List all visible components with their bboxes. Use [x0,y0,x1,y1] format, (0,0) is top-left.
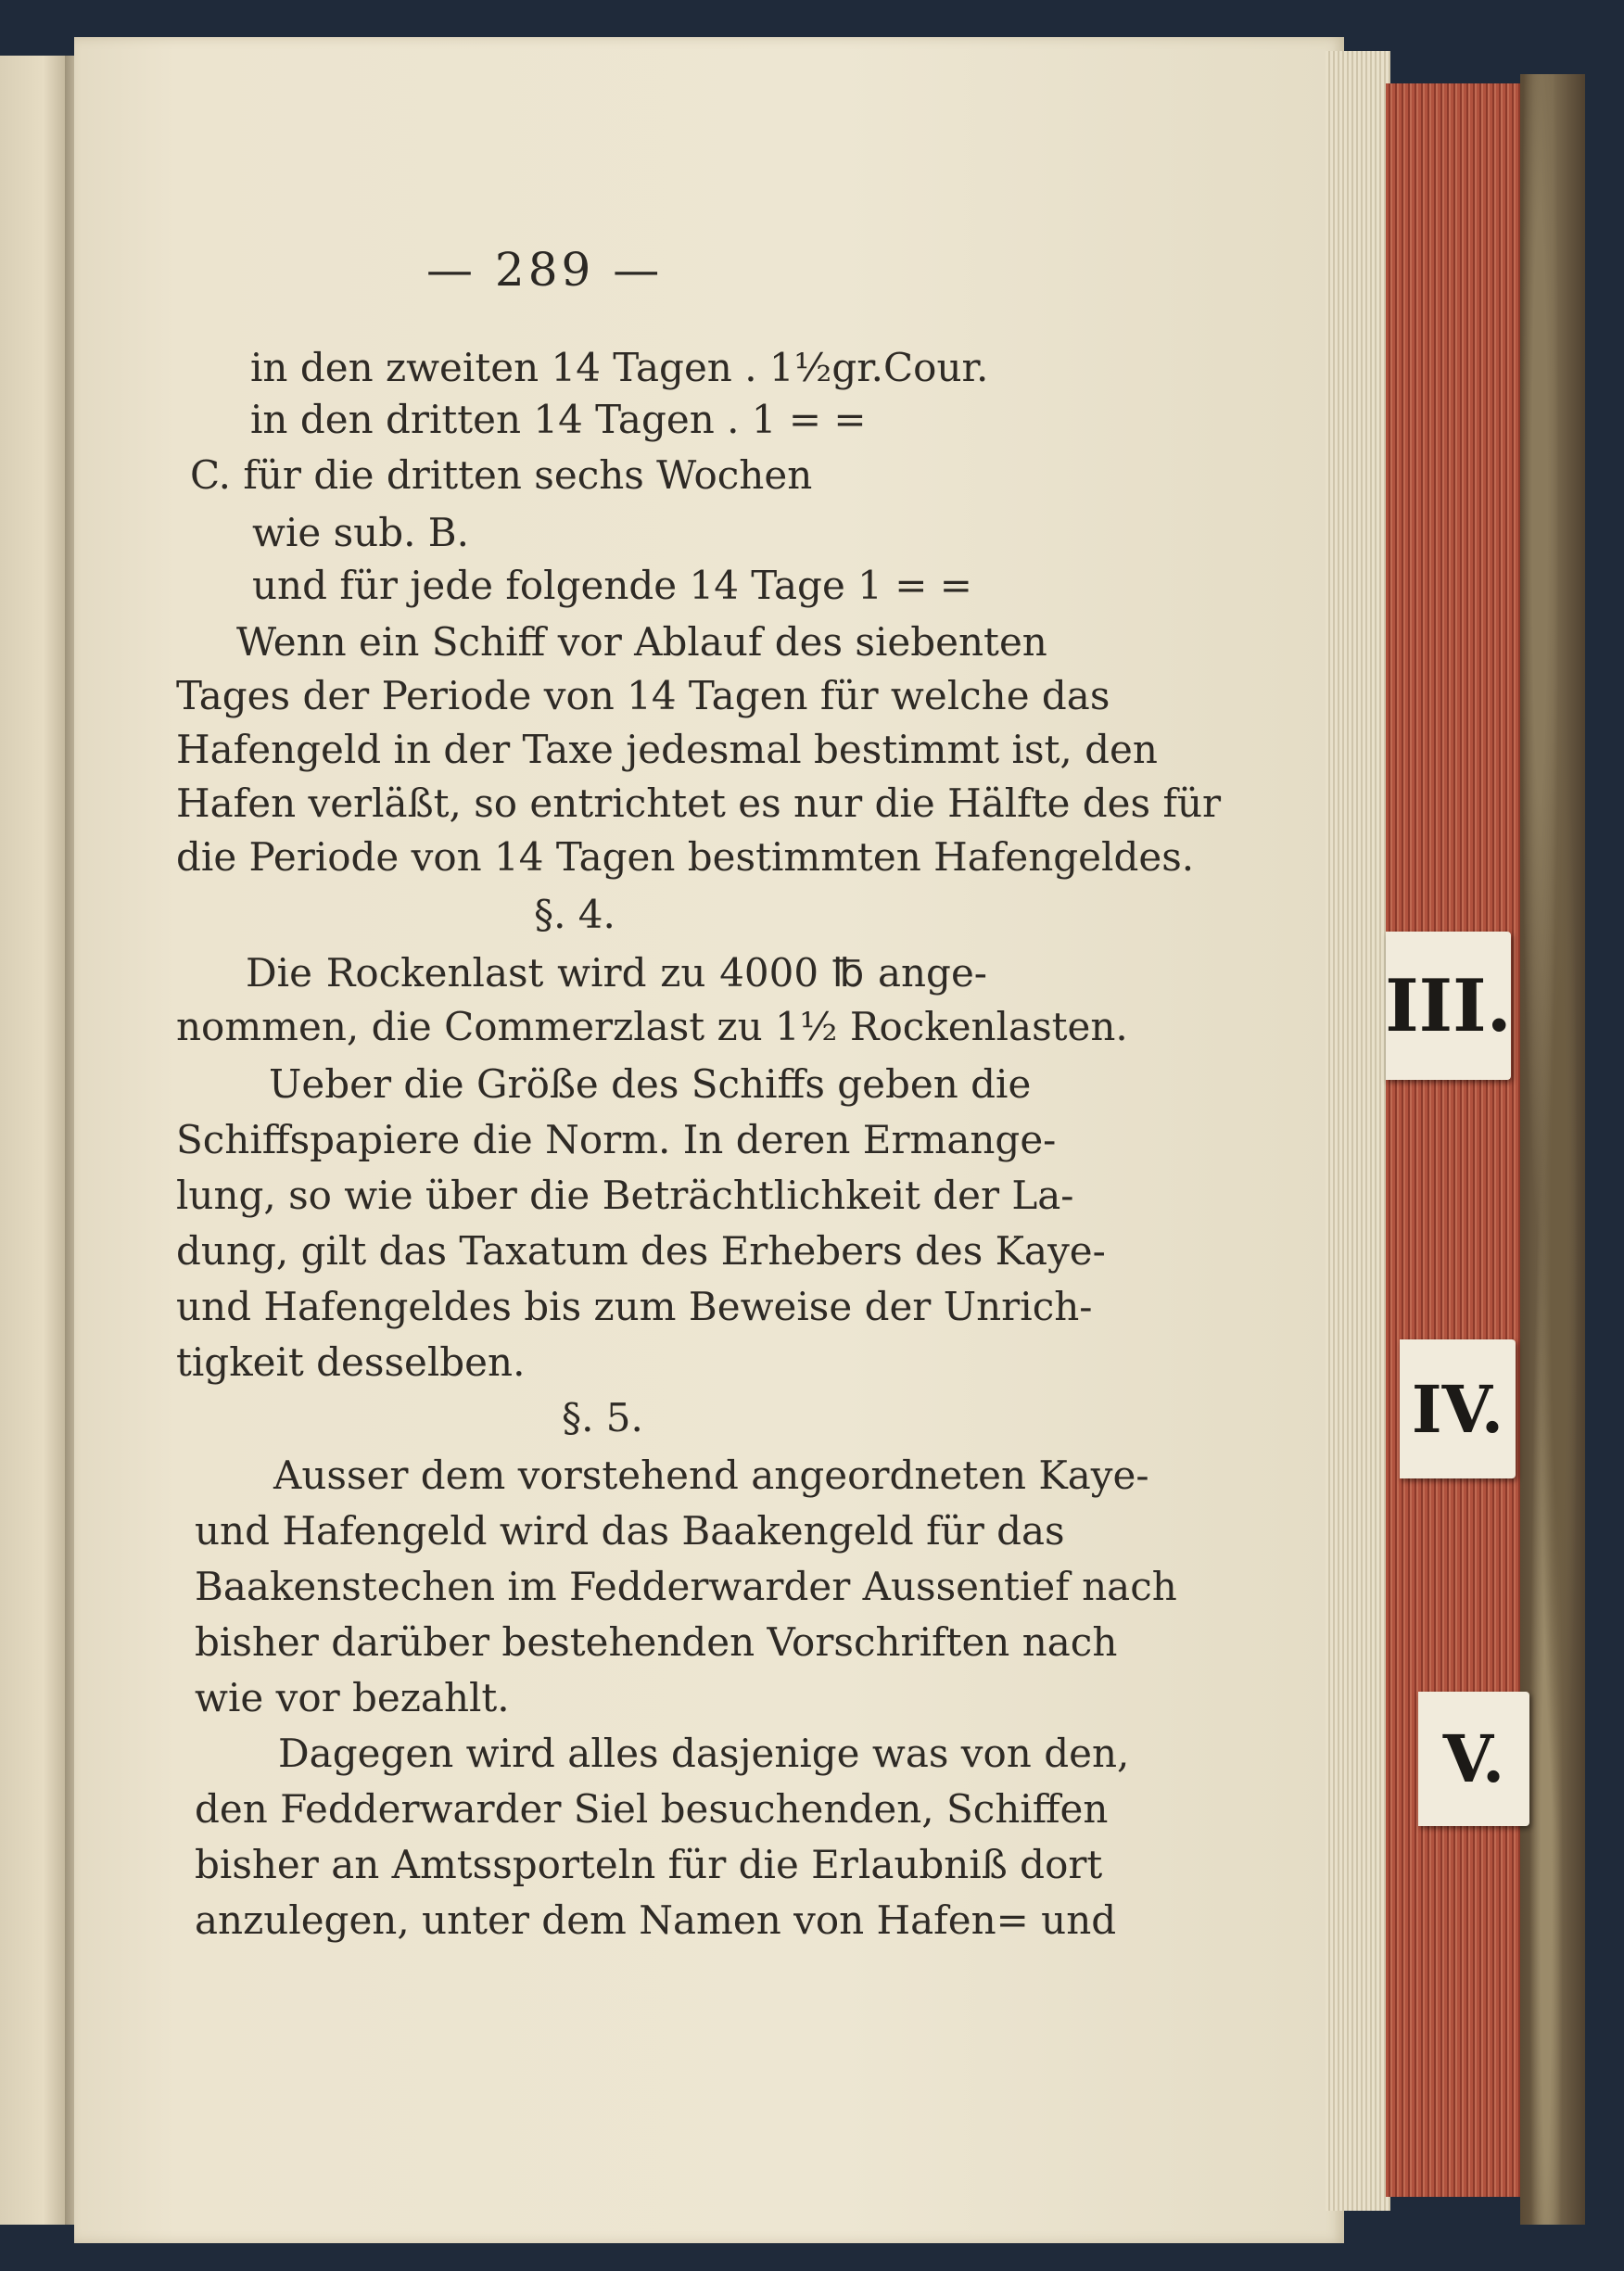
text-line: und Hafengeld wird das Baakengeld für das [195,1508,1065,1554]
left-page-edge [0,56,72,2225]
page-edges [1326,51,1390,2211]
text-line: Dagegen wird alles dasjenige was von den, [278,1731,1130,1776]
text-line: Hafengeld in der Taxe jedesmal bestimmt ist, den [176,727,1158,772]
text-line: anzulegen, unter dem Namen von Hafen= und [195,1897,1117,1943]
text-line: bisher an Amtssporteln für die Erlaubniß dort [195,1842,1103,1887]
text-line: bisher darüber bestehenden Vorschriften nach [195,1619,1118,1665]
text-line: Baakenstechen im Fedderwarder Aussentief nach [195,1564,1177,1609]
marbled-cover [1520,74,1585,2225]
section-heading: §. 4. [534,892,615,937]
text-line: den Fedderwarder Siel besuchenden, Schiffen [195,1786,1109,1832]
text-line: dung, gilt das Taxatum des Erhebers des Kaye- [176,1228,1106,1274]
text-line: Hafen verläßt, so entrichtet es nur die Hälfte des für [176,780,1222,826]
text-line: nommen, die Commerzlast zu 1½ Rockenlasten. [176,1004,1128,1049]
text-line: in den zweiten 14 Tagen . 1½gr.Cour. [250,345,989,390]
section-tab-iii[interactable]: III. [1386,932,1511,1080]
text-line: tigkeit desselben. [176,1339,526,1385]
section-tab-v[interactable]: V. [1418,1692,1529,1826]
section-tab-iv[interactable]: IV. [1400,1339,1516,1478]
text-line: in den dritten 14 Tagen . 1 = = [250,397,867,442]
text-line: Tages der Periode von 14 Tagen für welche das [176,673,1110,718]
section-heading: §. 5. [562,1395,643,1440]
text-line: wie vor bezahlt. [195,1675,510,1720]
text-line: Wenn ein Schiff vor Ablauf des siebenten [236,619,1047,665]
red-page-edge [1386,83,1520,2197]
text-line: lung, so wie über die Beträchtlichkeit der La- [176,1173,1074,1218]
page-number: — 289 — [426,243,664,297]
text-line: und Hafengeldes bis zum Beweise der Unrich- [176,1284,1093,1329]
text-line: Ueber die Größe des Schiffs geben die [269,1061,1032,1107]
text-line: C. für die dritten sechs Wochen [190,452,813,498]
text-line: Schiffspapiere die Norm. In deren Ermange- [176,1117,1057,1162]
text-line: wie sub. B. [252,510,469,555]
text-line: Die Rockenlast wird zu 4000 ℔ ange- [246,950,987,996]
text-line: und für jede folgende 14 Tage 1 = = [252,563,972,608]
text-line: Ausser dem vorstehend angeordneten Kaye- [273,1453,1149,1498]
text-line: die Periode von 14 Tagen bestimmten Hafengeldes. [176,834,1195,880]
